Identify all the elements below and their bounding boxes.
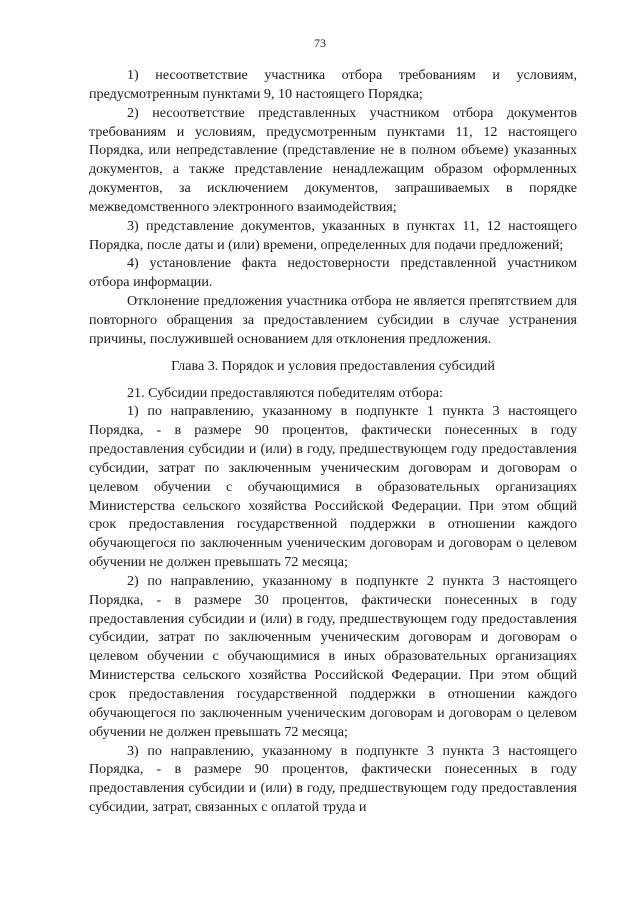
paragraph-rejection-reason-2: 2) несоответствие представленных участником отбора документов требованиям и условиям, предусмотренным пунктами 11, 12 настоящего Порядка, или непредставление (представление не в полном объеме) указанных документов, а также представление ненадлежащим образом оформленных документов, за исключением документов, запрашиваемых в порядке межведомственного электронного взаимодействия; [89,104,577,215]
paragraph-clause-21: 21. Субсидии предоставляются победителям отбора: [127,384,443,401]
paragraph-rejection-note: Отклонение предложения участника отбора не является препятствием для повторного обращения за предоставлением субсидии в случае устранения причины, послужившей основанием для отклонения предложения. [89,293,577,347]
paragraph-rejection-reason-1: 1) несоответствие участника отбора требованиям и условиям, предусмотренным пунктами 9, 10 настоящего Порядка; [89,67,577,102]
paragraph-rejection-reason-4: 4) установление факта недостоверности представленной участником отбора информации. [89,255,577,291]
chapter-title: Глава 3. Порядок и условия предоставления субсидий [171,357,495,374]
page-number: 73 [314,36,326,50]
paragraph-subsidy-item-2: 2) по направлению, указанному в подпункте 2 пункта 3 настоящего Порядка, - в размере 30 процентов, фактически понесенных в году предоставления субсидии и (или) в году, предшествующем году предоставления субсидии, затрат по заключенным ученическим договорам и договорам о целевом обучении с обучающимися в иных образовательных организациях Министерства сельского хозяйства Российской Федерации. При этом общий срок предоставления государственной поддержки в отношении каждого обучающегося по заключенным ученическим договорам и договорам о целевом обучении не должен превышать 72 месяца; [89,572,577,740]
document-body [89,66,577,817]
paragraph-subsidy-item-1: 1) по направлению, указанному в подпункте 1 пункта 3 настоящего Порядка, - в размере 90 процентов, фактически понесенных в году предоставления субсидии и (или) в году, предшествующем году предоставления субсидии, затрат по заключенным ученическим договорам и договорам о целевом обучении с обучающимися в образовательных организациях Министерства сельского хозяйства Российской Федерации. При этом общий срок предоставления государственной поддержки в отношении каждого обучающегося по заключенным ученическим договорам и договорам о целевом обучении не должен превышать 72 месяца; [89,403,577,571]
paragraph-subsidy-item-3: 3) по направлению, указанному в подпункте 3 пункта 3 настоящего Порядка, - в размере 90 процентов, фактически понесенных в году предоставления субсидии и (или) в году, предшествующем году предоставления субсидии, затрат, связанных с оплатой труда и [89,742,577,816]
paragraph-rejection-reason-3: 3) представление документов, указанных в пунктах 11, 12 настоящего Порядка, после даты и (или) времени, определенных для подачи предложений; [89,217,577,253]
